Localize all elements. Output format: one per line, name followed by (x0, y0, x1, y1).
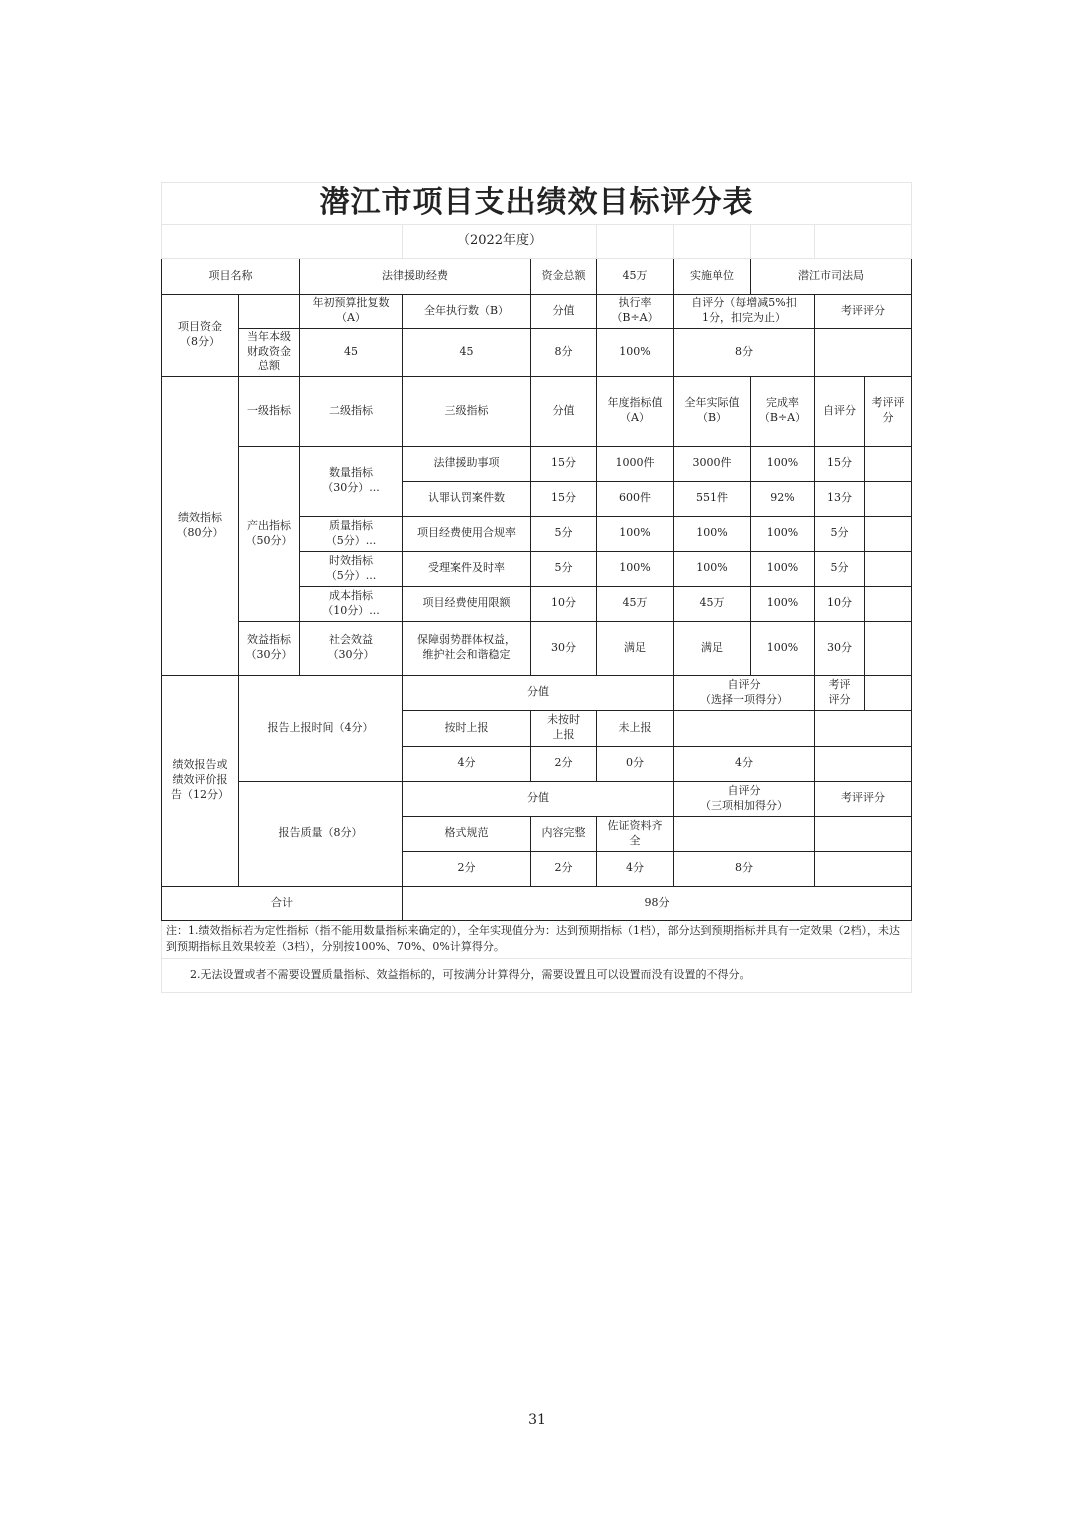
funds-self-value: 8分 (674, 328, 815, 376)
actual-cell: 100% (674, 551, 751, 586)
rate-cell: 100% (751, 551, 815, 586)
exec-value: 45 (403, 328, 531, 376)
project-name-label: 项目名称 (162, 258, 300, 294)
total-label: 合计 (162, 886, 403, 920)
on-time-option: 按时上报 (403, 710, 531, 746)
format-option: 格式规范 (403, 816, 531, 851)
actual-cell: 551件 (674, 481, 751, 516)
score-cell: 10分 (531, 586, 597, 621)
lvl1-header: 一级指标 (239, 376, 300, 446)
score-table (161, 182, 912, 993)
lvl2-cell: 数量指标 （30分）... (300, 446, 403, 516)
lvl3-header: 三级指标 (403, 376, 531, 446)
actual-cell: 3000件 (674, 446, 751, 481)
self-cell: 13分 (815, 481, 865, 516)
report-quality-self-header: 自评分 （三项相加得分） (674, 781, 815, 816)
review-cell (865, 551, 912, 586)
table-row (162, 621, 912, 675)
budget-value: 45 (300, 328, 403, 376)
not-submitted-option: 未上报 (597, 710, 674, 746)
content-score: 2分 (531, 851, 597, 886)
target-cell: 100% (597, 551, 674, 586)
note-2: 2.无法设置或者不需要设置质量指标、效益指标的，可按满分计算得分，需要设置且可以设置而没有设置的不得分。 (162, 958, 912, 992)
self-cell: 5分 (815, 551, 865, 586)
lvl2-header: 二级指标 (300, 376, 403, 446)
score-cell: 5分 (531, 551, 597, 586)
report-time-self-value: 4分 (674, 746, 815, 781)
funds-section-label: 项目资金 （8分） (162, 294, 239, 376)
actual-cell: 满足 (674, 621, 751, 675)
lvl3-cell: 项目经费使用合规率 (403, 516, 531, 551)
rate-cell: 100% (751, 586, 815, 621)
benefit-indicator-label: 效益指标 （30分） (239, 621, 300, 675)
report-time-self-header: 自评分 （选择一项得分） (674, 675, 815, 710)
score-cell: 30分 (531, 621, 597, 675)
lvl3-cell: 认罪认罚案件数 (403, 481, 531, 516)
review-cell (865, 481, 912, 516)
report-quality-review-header: 考评评分 (815, 781, 912, 816)
actual-cell: 45万 (674, 586, 751, 621)
report-time-score-header: 分值 (403, 675, 674, 710)
report-quality-self-value: 8分 (674, 851, 815, 886)
table-row (162, 446, 912, 481)
actual-cell: 100% (674, 516, 751, 551)
lvl2-cell: 成本指标 （10分）... (300, 586, 403, 621)
lvl3-cell: 项目经费使用限额 (403, 586, 531, 621)
self-cell: 30分 (815, 621, 865, 675)
report-time-label: 报告上报时间（4分） (239, 675, 403, 781)
perf-score-header: 分值 (531, 376, 597, 446)
exec-header: 全年执行数（B） (403, 294, 531, 328)
unit-value: 潜江市司法局 (751, 258, 912, 294)
output-indicator-label: 产出指标 （50分） (239, 446, 300, 621)
budget-header: 年初预算批复数 （A） (300, 294, 403, 328)
funds-score-value: 8分 (531, 328, 597, 376)
rate-cell: 100% (751, 516, 815, 551)
target-cell: 100% (597, 516, 674, 551)
review-cell (865, 621, 912, 675)
lvl3-cell: 受理案件及时率 (403, 551, 531, 586)
completion-header: 完成率 （B÷A） (751, 376, 815, 446)
late-score: 2分 (531, 746, 597, 781)
document-year: （2022年度） (403, 224, 597, 258)
project-name-value: 法律援助经费 (300, 258, 531, 294)
target-cell: 600件 (597, 481, 674, 516)
not-submitted-score: 0分 (597, 746, 674, 781)
review-cell (865, 586, 912, 621)
funds-review-header: 考评评分 (815, 294, 912, 328)
target-cell: 1000件 (597, 446, 674, 481)
report-quality-label: 报告质量（8分） (239, 781, 403, 886)
rate-cell: 92% (751, 481, 815, 516)
fund-total-value: 45万 (597, 258, 674, 294)
rate-cell: 100% (751, 446, 815, 481)
self-cell: 15分 (815, 446, 865, 481)
evidence-score: 4分 (597, 851, 674, 886)
target-header: 年度指标值 （A） (597, 376, 674, 446)
rate-cell: 100% (751, 621, 815, 675)
total-value: 98分 (403, 886, 912, 920)
lvl2-cell: 社会效益 （30分） (300, 621, 403, 675)
actual-header: 全年实际值 （B） (674, 376, 751, 446)
report-quality-score-header: 分值 (403, 781, 674, 816)
evidence-option: 佐证资料齐 全 (597, 816, 674, 851)
perf-self-header: 自评分 (815, 376, 865, 446)
review-cell (865, 516, 912, 551)
funds-review-value (815, 328, 912, 376)
perf-section-label: 绩效指标 （80分） (162, 376, 239, 675)
content-option: 内容完整 (531, 816, 597, 851)
funds-row-label: 当年本级 财政资金 总额 (239, 328, 300, 376)
lvl2-cell: 时效指标 （5分）... (300, 551, 403, 586)
format-score: 2分 (403, 851, 531, 886)
target-cell: 满足 (597, 621, 674, 675)
self-cell: 10分 (815, 586, 865, 621)
target-cell: 45万 (597, 586, 674, 621)
self-cell: 5分 (815, 516, 865, 551)
funds-score-header: 分值 (531, 294, 597, 328)
score-cell: 5分 (531, 516, 597, 551)
exec-rate-header: 执行率 （B÷A） (597, 294, 674, 328)
page-number: 31 (528, 1412, 546, 1428)
score-cell: 15分 (531, 446, 597, 481)
note-1: 注：1.绩效指标若为定性指标（指不能用数量指标来确定的），全年实现值分为：达到预期指标（1档），部分达到预期指标并具有一定效果（2档），未达到预期指标且效果较差（3档），分别按100%、70%、0%计算得分。 (162, 920, 912, 958)
funds-self-header: 自评分（每增减5%扣 1分，扣完为止） (674, 294, 815, 328)
exec-rate-value: 100% (597, 328, 674, 376)
unit-label: 实施单位 (674, 258, 751, 294)
document-title: 潜江市项目支出绩效目标评分表 (162, 183, 912, 225)
perf-review-header: 考评评 分 (865, 376, 912, 446)
late-option: 未按时 上报 (531, 710, 597, 746)
lvl3-cell: 法律援助事项 (403, 446, 531, 481)
report-section-label: 绩效报告或 绩效评价报 告（12分） (162, 675, 239, 886)
score-cell: 15分 (531, 481, 597, 516)
fund-total-label: 资金总额 (531, 258, 597, 294)
lvl3-cell: 保障弱势群体权益， 维护社会和谐稳定 (403, 621, 531, 675)
review-cell (865, 446, 912, 481)
on-time-score: 4分 (403, 746, 531, 781)
lvl2-cell: 质量指标 （5分）... (300, 516, 403, 551)
report-time-review-header: 考评 评分 (815, 675, 865, 710)
